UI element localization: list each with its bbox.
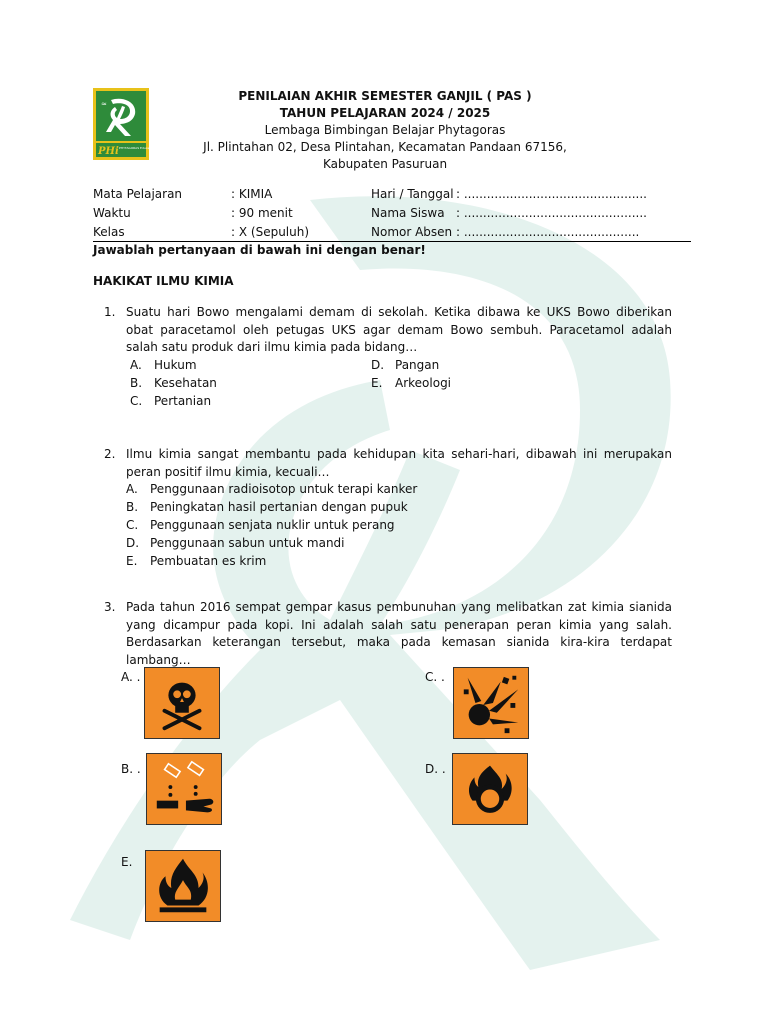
- q2-option-c[interactable]: [126, 516, 395, 534]
- option-text: Penggunaan radioisotop untuk terapi kanker: [150, 482, 418, 496]
- question-number: 1.: [104, 305, 116, 319]
- q3-option-c-explosive-icon[interactable]: [453, 667, 529, 739]
- info-value: : 90 menit: [231, 206, 293, 220]
- info-value: : KIMIA: [231, 187, 273, 201]
- question-text: Suatu hari Bowo mengalami demam di sekolah. Ketika dibawa ke UKS Bowo diberikan obat paracetamol oleh petugas UKS agar demam Bowo sembuh. Paracetamol adalah salah satu produk dari ilmu kimia pada bidang…: [126, 305, 672, 354]
- info-label: Hari / Tanggal: [371, 187, 454, 201]
- section-title: HAKIKAT ILMU KIMIA: [93, 274, 234, 288]
- option-letter: D.: [126, 536, 140, 550]
- q3-option-d-oxidizing-icon[interactable]: [452, 753, 528, 825]
- option-letter: C.: [126, 518, 139, 532]
- option-letter: B.: [126, 500, 139, 514]
- info-label: Kelas: [93, 225, 125, 239]
- logo-subtext: PHYTAGORAS Education Center: [119, 146, 167, 150]
- option-text: Penggunaan sabun untuk mandi: [150, 536, 345, 550]
- q1-option-c[interactable]: [130, 392, 211, 410]
- institution-city: Kabupaten Pasuruan: [322, 157, 448, 171]
- option-text: Arkeologi: [395, 376, 452, 390]
- option-letter: E.: [126, 554, 138, 568]
- q3-option-b-label[interactable]: B. .: [121, 762, 141, 776]
- q1-option-d[interactable]: [371, 356, 439, 374]
- question-1: [104, 304, 672, 357]
- option-text: Kesehatan: [154, 376, 217, 390]
- question-text: Pada tahun 2016 sempat gempar kasus pembunuhan yang melibatkan zat kimia sianida yang dicampur pada kopi. Ini adalah salah satu penerapan peran kimia yang salah. Berdasarkan keterangan tersebut, maka pada kemasan sianida kira-kira terdapat lambang…: [126, 600, 672, 667]
- logo-text: PHi: [98, 146, 119, 157]
- svg-text:≈: ≈: [101, 100, 107, 108]
- date-field[interactable]: : ................................................: [456, 187, 647, 201]
- question-3: [104, 599, 672, 669]
- q1-option-b[interactable]: [130, 374, 217, 392]
- q2-option-a[interactable]: [126, 480, 417, 498]
- institution-address: Jl. Plintahan 02, Desa Plintahan, Kecamatan Pandaan 67156,: [203, 140, 567, 154]
- info-label: Nama Siswa: [371, 206, 445, 220]
- q3-option-e-flammable-icon[interactable]: [145, 850, 221, 922]
- q3-option-a-toxic-skull-icon[interactable]: [144, 667, 220, 739]
- institution-name: Lembaga Bimbingan Belajar Phytagoras: [264, 123, 506, 137]
- question-2: [104, 446, 672, 481]
- q2-option-b[interactable]: [126, 498, 408, 516]
- option-text: Hukum: [154, 358, 197, 372]
- exam-year: TAHUN PELAJARAN 2024 / 2025: [279, 106, 491, 120]
- question-number: 2.: [104, 447, 116, 461]
- school-logo: [93, 88, 167, 160]
- student-name-field[interactable]: : ................................................: [456, 206, 647, 220]
- info-value: : X (Sepuluh): [231, 225, 310, 239]
- option-letter: A.: [130, 358, 142, 372]
- absence-number-field[interactable]: : ..............................................: [456, 225, 640, 239]
- q1-option-e[interactable]: [371, 374, 451, 392]
- question-text: Ilmu kimia sangat membantu pada kehidupan kita sehari-hari, dibawah ini merupakan peran positif ilmu kimia, kecuali…: [126, 447, 672, 479]
- option-letter: D.: [371, 358, 385, 372]
- info-label: Mata Pelajaran: [93, 187, 183, 201]
- q3-option-a-label[interactable]: A. .: [121, 670, 141, 684]
- option-text: Penggunaan senjata nuklir untuk perang: [150, 518, 395, 532]
- option-text: Pangan: [395, 358, 440, 372]
- exam-title: PENILAIAN AKHIR SEMESTER GANJIL ( PAS ): [238, 89, 532, 103]
- option-text: Peningkatan hasil pertanian dengan pupuk: [150, 500, 408, 514]
- q2-option-e[interactable]: [126, 552, 266, 570]
- q1-option-a[interactable]: [130, 356, 197, 374]
- option-letter: B.: [130, 376, 143, 390]
- exam-header: [150, 88, 620, 173]
- q3-option-c-label[interactable]: C. .: [425, 670, 445, 684]
- question-number: 3.: [104, 600, 116, 614]
- option-text: Pertanian: [154, 394, 212, 408]
- header-divider: [93, 241, 691, 242]
- option-letter: A.: [126, 482, 138, 496]
- option-letter: C.: [130, 394, 143, 408]
- instruction: Jawablah pertanyaan di bawah ini dengan benar!: [93, 243, 426, 257]
- q3-option-e-label[interactable]: E.: [121, 855, 133, 869]
- option-text: Pembuatan es krim: [150, 554, 267, 568]
- q3-option-b-corrosive-icon[interactable]: [146, 753, 222, 825]
- option-letter: E.: [371, 376, 383, 390]
- q3-option-d-label[interactable]: D. .: [425, 762, 446, 776]
- info-label: Nomor Absen: [371, 225, 453, 239]
- info-label: Waktu: [93, 206, 131, 220]
- q2-option-d[interactable]: [126, 534, 345, 552]
